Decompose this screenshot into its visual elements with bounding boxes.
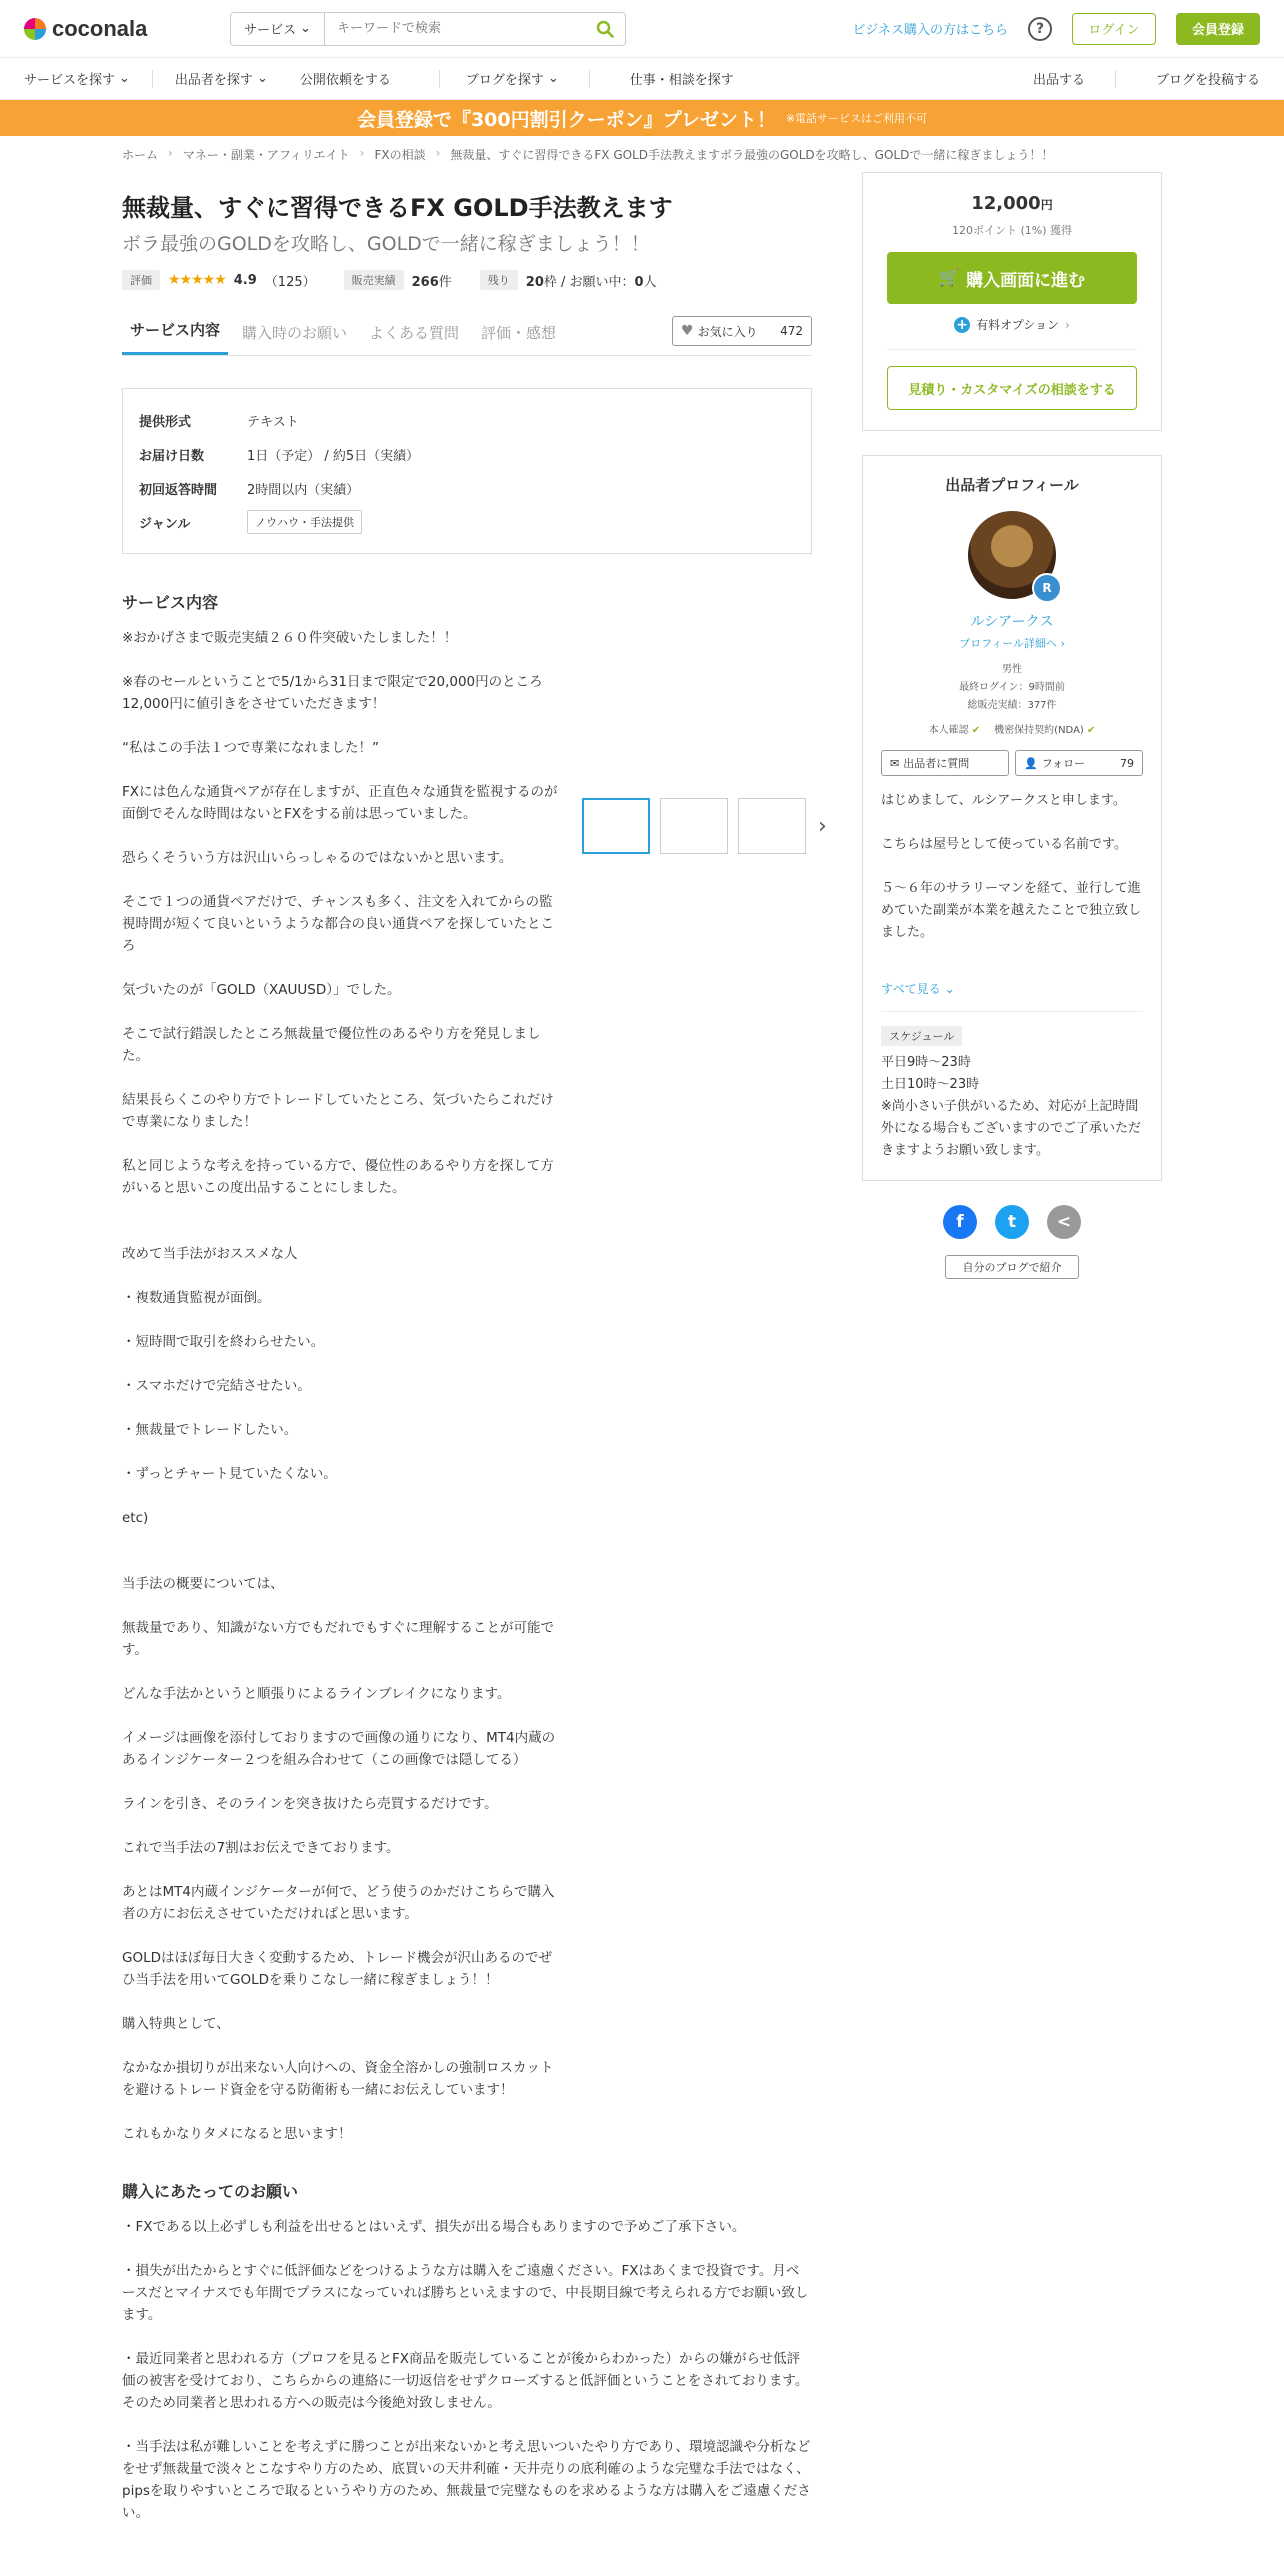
heart-icon: ♥ [681,323,694,339]
chevron-down-icon: ⌄ [256,71,268,86]
follow-button[interactable]: 👤 フォロー 79 [1015,750,1143,776]
tab-faq[interactable]: よくある質問 [369,324,460,342]
check-icon: ✔ [971,725,981,736]
purchase-box [862,172,1162,431]
breadcrumb-category[interactable]: マネー・副業・アフィリエイト [182,148,350,162]
chevron-right-icon[interactable]: › [818,813,827,839]
seller-profile-heading: 出品者プロフィール [945,476,1079,494]
nav-divider [589,70,590,88]
identity-verified: 本人確認 ✔ [928,725,981,736]
nav-divider [152,70,153,88]
service-content-heading: サービス内容 [122,593,219,612]
chevron-down-icon: ⌄ [547,71,559,86]
schedule-text: 平日9時～23時 土日10時～23時 ※尚小さい子供がいるため、対応が上記時間外になる場合もございますのでご了承いただきますようお願い致します。 [881,1055,1142,1158]
review-count[interactable]: （125） [264,274,316,290]
nav-find-services[interactable]: サービスを探す ⌄ [24,71,130,88]
banner-note: ※電話サービスはご利用不可 [785,112,928,125]
gallery-thumb[interactable] [660,798,728,854]
ask-seller-button[interactable]: ✉ 出品者に質問 [881,750,1009,776]
seller-bio: はじめまして、ルシアークスと申します。 こちらは屋号として使っている名前です。 ５～６年のサラリーマンを経て、並行して進めていた副業が本業を越えたことで独立致しました。 [881,793,1142,940]
service-column [122,172,812,2524]
see-all-link[interactable]: すべて見る ⌄ [881,982,955,996]
sales-tag: 販売実績 [344,270,404,290]
nav-divider [439,70,440,88]
rating-stars-icon: ★★★★★ [168,272,226,288]
price: 12,000円 [971,193,1053,214]
nda-verified: 機密保持契約(NDA) ✔ [994,725,1096,736]
schedule-tag: スケジュール [881,1026,962,1046]
service-description: ※おかげさまで販売実績２６０件突破いたしました！！ ※春のセールということで5/1から31日まで限定で20,000円のところ12,000円に値引きをさせていただきます！ “私はこの手法１つで専業になれました！” FXには色んな通貨ペアが存在しますが、正直色々な通貨を監視するのが面倒でそんな時間はないとFXをする前は思っていました。 恐らくそういう方は沢山いらっしゃるのではないかと思います。 そこで１つの通貨ペアだけで、チャンスも多く、注文を入れてからの監視時間が短くて良いというような都合の良い通貨ペアを探していたところ 気づいたのが「GOLD（XAUUSD）」でした。 そこで試行錯誤したところ無裁量で優位性のあるやり方を発見しました。 結果長らくこのやり方でトレードしていたところ、気づいたらこれだけで専業になりました！ 私と同じような考えを持っている方で、優位性のあるやり方を探して方がいると思いこの度出品することにしました。 改めて当手法がおススメな人 ・複数通貨監視が面倒。 ・短時間で取引を終わらせたい。 ・スマホだけで完結させたい。 ・無裁量でトレードしたい。 ・ずっとチャート見ていたくない。 etc) 当手法の概要については、 無裁量であり、知識がない方でもだれでもすぐに理解することが可能です。 どんな手法かというと順張りによるラインブレイクになります。 イメージは画像を添付しておりますので画像の通りになり、MT4内蔵のあるインジケーター２つを組み合わせて（この画像では隠してる） ラインを引き、そのラインを突き抜けたら売買するだけです。 これで当手法の7割はお伝えできております。 あとはMT4内蔵インジケーターが何で、どう使うのかだけこちらで購入者の方にお伝えさせていただければと思います。 GOLDはほぼ毎日大きく変動するため、トレード機会が沢山あるのでぜひ当手法を用いてGOLDを乗りこなし一緒に稼ぎましょう！！ 購入特典として、 なかなか損切りが出来ない人向けへの、資金全溶かしの強制ロスカットを避けるトレード資金を守る防衛術も一緒にお伝えしています！ これもかなりタメになると思います！ [122,630,558,2142]
global-nav [0,58,1284,100]
avatar[interactable] [968,511,1056,599]
remaining-tag: 残り [480,270,518,290]
coconala-logo[interactable] [24,16,204,42]
favorite-count: 472 [780,324,803,338]
breadcrumb: ホーム › マネー・副業・アフィリエイト › FXの相談 › 無裁量、すぐに習得できるFX GOLD手法教えますボラ最強のGOLDを攻略し、GOLDで一緒に稼ぎましょう！！ [0,136,1284,172]
seller-meta: 男性 最終ログイン：9時間前 総販売実績：377件 [959,664,1065,711]
nav-post-blog[interactable]: ブログを投稿する [1155,73,1260,88]
search-button[interactable] [585,13,625,45]
signup-button[interactable]: 会員登録 [1176,13,1260,45]
breadcrumb-home[interactable]: ホーム [122,148,159,162]
image-gallery [582,798,827,854]
purchase-notes-text: ・FXである以上必ずしも利益を出せるとはいえず、損失が出る場合もありますので予めご了承下さい。 ・損失が出たからとすぐに低評価などをつけるような方は購入をご遠慮ください。FXはあくまで投資です。月ベースだとマイナスでも年間でプラスになっていれば勝ちといえますので、中長期目線で考えられる方でお願い致します。 ・最近同業者と思われる方（プロフを見るとFX商品を販売していることが後からわかった）からの嫌がらせ低評価の被害を受けており、こちらからの連絡に一切返信をせずクローズすると低評価ということをされております。そのため同業者と思われる方への販売は今後絶対致しません。 ・当手法は私が難しいことを考えずに勝つことが出来ないかと考え思いついたやり方であり、環境認識や分析などをせず無裁量で淡々とこなすやり方のため、底買いの天井利確・天井売りの底利確のような完璧な手法ではなく、pipsを取りやすいところで取るというやり方のため、無裁量で完璧なものを求めるような方は購入をご遠慮ください。 [122,2219,811,2521]
service-stats [122,270,812,290]
paid-options-link[interactable]: + 有料オプション › [887,316,1137,333]
seller-name[interactable]: ルシアークス [970,614,1054,630]
seller-profile [862,455,1162,1181]
spec-format: 提供形式 テキスト [139,414,299,430]
purchase-notes-heading: 購入にあたってのお願い [122,2182,299,2201]
chevron-down-icon: ⌄ [119,71,130,86]
breadcrumb-subcategory[interactable]: FXの相談 [374,148,426,162]
tab-service-content[interactable]: サービス内容 [122,319,228,355]
logo-mark-icon [24,18,46,40]
mail-icon: ✉ [890,756,900,770]
login-button[interactable]: ログイン [1072,13,1156,45]
tab-purchase-notes[interactable]: 購入時のお願い [242,324,348,342]
rating-value: 4.9 [233,272,257,288]
page-subtitle: ボラ最強のGOLDを攻略し、GOLDで一緒に稼ぎましょう！！ [122,233,650,255]
points-earned: 120ポイント (1%) 獲得 [951,224,1073,237]
page-title: 無裁量、すぐに習得できるFX GOLD手法教えます [122,194,673,222]
user-plus-icon: 👤 [1024,756,1038,770]
share-icon[interactable]: < [1047,1205,1081,1239]
business-purchase-link[interactable]: ビジネス購入の方はこちら [852,23,1008,38]
gallery-thumb[interactable] [738,798,806,854]
service-spec-table [122,388,812,554]
nav-find-sellers[interactable]: 出品者を探す ⌄ [174,71,268,88]
site-header [0,0,1284,58]
nav-divider [1115,70,1116,88]
banner-title: 会員登録で『300円割引クーポン』プレゼント！ [356,108,776,131]
search-category-select[interactable] [231,13,325,45]
profile-detail-link[interactable]: プロフィール詳細へ › [959,637,1065,650]
search-icon [596,20,614,38]
favorite-label: お気に入り [697,324,758,339]
check-icon: ✔ [1087,725,1096,736]
nav-public-request[interactable]: 公開依頼をする [299,73,391,88]
spec-delivery: お届け日数 1日（予定） / 約5日（実績） [139,448,420,464]
nav-sell[interactable]: 出品する [1032,73,1085,88]
buy-button[interactable]: 🛒 購入画面に進む [887,252,1137,304]
search-input[interactable] [325,13,585,45]
help-icon[interactable]: ? [1028,17,1052,41]
remaining-slots: 20枠 / お願い中：0人 [525,274,657,290]
sidebar [862,172,1162,1279]
spec-genre: ジャンル ノウハウ・手法提供 [139,505,795,539]
genre-tag[interactable]: ノウハウ・手法提供 [247,510,362,534]
cart-icon: 🛒 [938,268,961,288]
estimate-consult-button[interactable]: 見積り・カスタマイズの相談をする [887,366,1137,410]
share-buttons [862,1205,1162,1239]
verification-badges [881,721,1143,736]
twitter-icon[interactable]: t [995,1205,1029,1239]
chevron-down-icon: ⌄ [300,21,311,36]
gallery-thumb[interactable] [582,798,650,854]
nav-find-jobs[interactable]: 仕事・相談を探す [629,73,734,88]
sales-count: 266件 [411,274,452,290]
facebook-icon[interactable]: f [943,1205,977,1239]
search-bar [230,12,626,46]
rank-badge-icon: R [1032,573,1062,603]
spec-first-reply: 初回返答時間 2時間以内（実績） [139,482,360,498]
chevron-right-icon: › [1065,317,1070,332]
favorite-button[interactable] [672,316,812,346]
signup-coupon-banner[interactable] [0,100,1284,136]
service-tabs [122,312,812,356]
introduce-on-blog-button[interactable]: 自分のブログで紹介 [945,1255,1079,1279]
tab-reviews[interactable]: 評価・感想 [481,324,557,342]
logo-text: coconala [52,15,148,41]
search-category-label: サービス [244,23,297,38]
nav-find-blogs[interactable]: ブログを探す ⌄ [465,71,559,88]
plus-icon: + [954,317,970,333]
breadcrumb-current: 無裁量、すぐに習得できるFX GOLD手法教えますボラ最強のGOLDを攻略し、GOLDで一緒に稼ぎましょう！！ [450,148,1054,162]
rating-tag: 評価 [122,270,160,290]
